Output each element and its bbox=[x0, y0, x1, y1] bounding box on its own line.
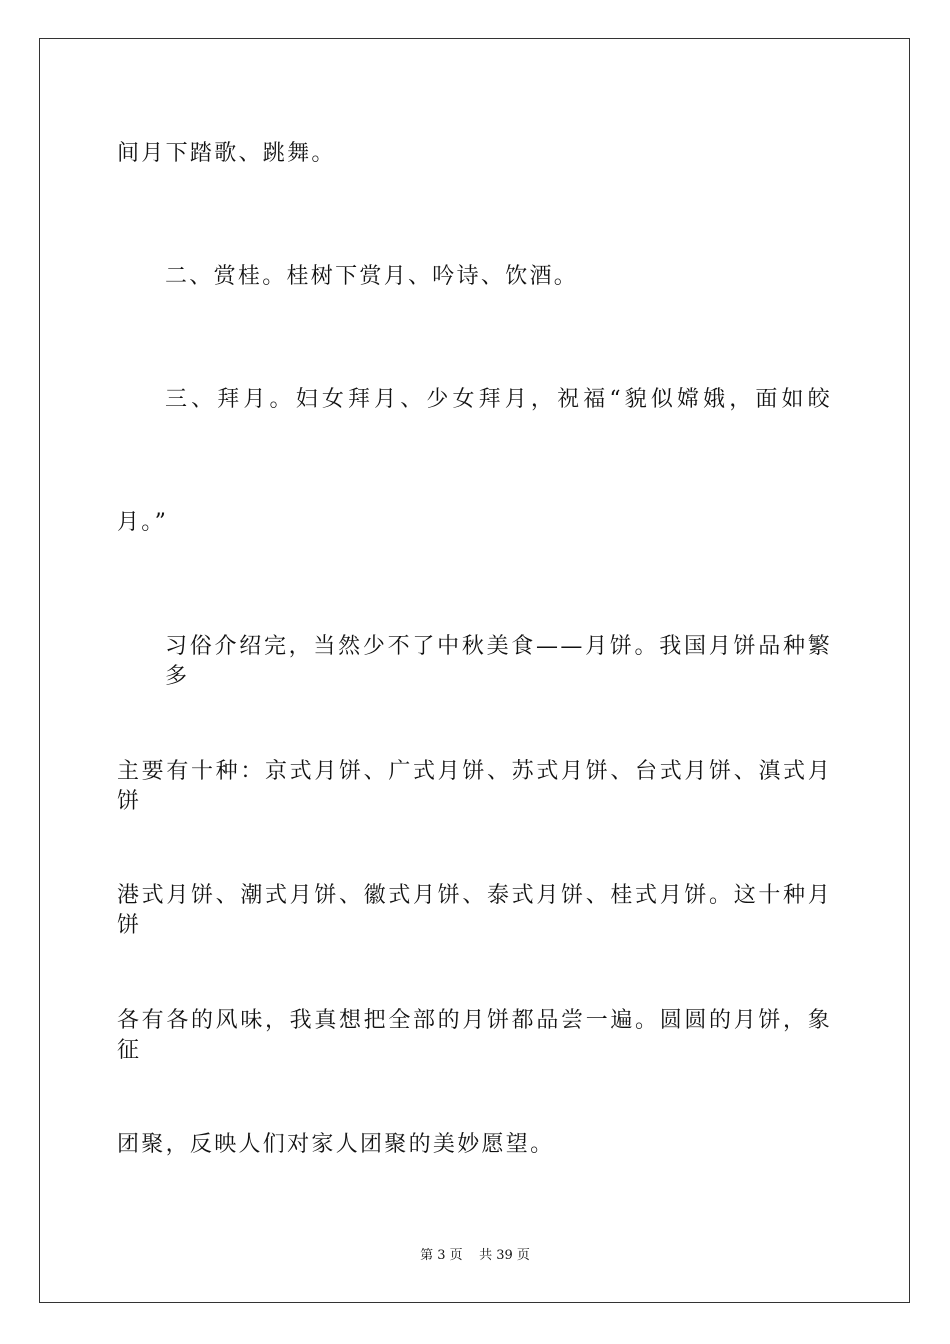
text-line: 主要有十种：京式月饼、广式月饼、苏式月饼、台式月饼、滇式月饼 bbox=[117, 759, 832, 814]
page-number-footer bbox=[0, 1247, 950, 1265]
text-line: 习俗介绍完，当然少不了中秋美食——月饼。我国月饼品种繁多 bbox=[165, 634, 832, 689]
text-line: 间月下踏歌、跳舞。 bbox=[117, 141, 336, 166]
text-line: 各有各的风味，我真想把全部的月饼都品尝一遍。圆圆的月饼，象征 bbox=[117, 1008, 832, 1063]
text-line: 港式月饼、潮式月饼、徽式月饼、泰式月饼、桂式月饼。这十种月饼 bbox=[117, 883, 832, 938]
text-line: 三、拜月。妇女拜月、少女拜月，祝福“貌似嫦娥，面如皎 bbox=[165, 387, 832, 412]
text-line: 团聚，反映人们对家人团聚的美妙愿望。 bbox=[117, 1132, 555, 1157]
text-line: 二、赏桂。桂树下赏月、吟诗、饮酒。 bbox=[165, 264, 579, 289]
page-label: 第 3 页 共 39 页 bbox=[420, 1248, 530, 1263]
text-line: 月。” bbox=[117, 510, 169, 535]
